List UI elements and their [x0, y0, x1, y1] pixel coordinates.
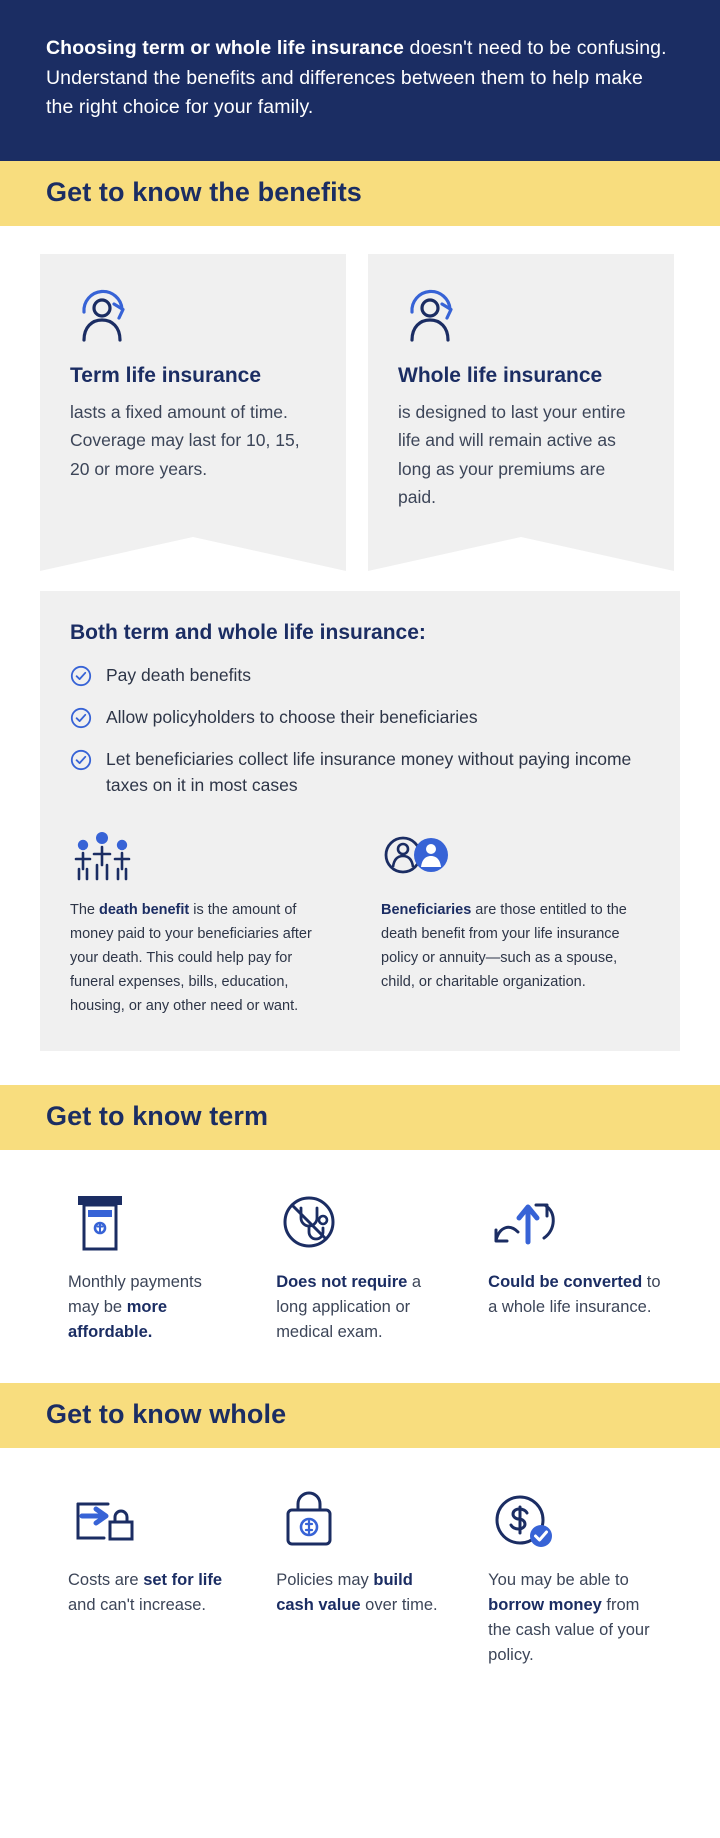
- both-item-text: Pay death benefits: [106, 665, 251, 686]
- card-notch: [368, 537, 674, 571]
- term-life-card: [40, 254, 346, 538]
- death-benefit-definition: [70, 829, 339, 1019]
- term-heading: Get to know term: [46, 1100, 269, 1131]
- card-notch: [40, 537, 346, 571]
- check-circle-icon: [70, 665, 92, 687]
- def-lead: death benefit: [99, 901, 190, 918]
- intro-paragraph: [46, 34, 674, 123]
- intro-lead: Choosing term or whole life insurance: [46, 37, 405, 59]
- list-item: [70, 747, 650, 799]
- def-body: are those entitled to the death benefit from your life insurance policy or annuity—such as a spouse, child, or charitable organization.: [381, 901, 627, 990]
- both-types-panel: [40, 591, 680, 1050]
- check-circle-icon: [70, 707, 92, 729]
- point-before: Costs are: [68, 1570, 144, 1589]
- point-after: over time.: [360, 1595, 438, 1614]
- term-card-body: lasts a fixed amount of time. Coverage may last for 10, 15, 20 or more years.: [70, 402, 300, 479]
- point-bold: Could be converted: [488, 1272, 643, 1291]
- whole-point-3: [472, 1482, 680, 1668]
- point-bold: build cash value: [276, 1570, 413, 1614]
- whole-heading: Get to know whole: [46, 1398, 287, 1429]
- list-item: [70, 663, 650, 689]
- death-benefit-text: [70, 899, 339, 1019]
- point-after: to a whole life insurance.: [488, 1272, 661, 1316]
- both-panel-title: Both term and whole life insurance:: [70, 621, 426, 645]
- person-clock-arrow-icon: [398, 282, 644, 344]
- intro-band: [0, 0, 720, 161]
- beneficiaries-definition: [381, 829, 650, 1019]
- whole-life-card: [368, 254, 674, 538]
- intro-rest: doesn't need to be confusing. Understand the benefits and differences between them to help make the right choice for your family.: [46, 37, 667, 119]
- section-header-benefits: [0, 161, 720, 226]
- both-item-text: Let beneficiaries collect life insurance money without paying income taxes on it in most cases: [106, 749, 632, 796]
- point-after: and can't increase.: [68, 1595, 206, 1614]
- point-before: Policies may: [276, 1570, 374, 1589]
- whole-point-2: [256, 1482, 464, 1668]
- list-item: [70, 705, 650, 731]
- section-header-term: [0, 1085, 720, 1150]
- term-point-3: [472, 1184, 680, 1345]
- whole-point-1: [40, 1482, 248, 1668]
- money-bag-icon: [276, 1482, 450, 1554]
- whole-point-1-text: [68, 1568, 234, 1618]
- point-bold: set for life: [143, 1570, 223, 1589]
- whole-card-body: is designed to last your entire life and will remain active as long as your premiums are paid.: [398, 402, 626, 508]
- point-after: a long application or medical exam.: [276, 1272, 422, 1341]
- section-header-whole: [0, 1383, 720, 1448]
- term-point-3-text: [488, 1270, 666, 1320]
- check-circle-icon: [70, 749, 92, 771]
- family-group-icon: [70, 829, 339, 885]
- person-clock-arrow-icon: [70, 282, 316, 344]
- whole-point-3-text: [488, 1568, 666, 1668]
- lock-arrow-icon: [68, 1482, 234, 1554]
- beneficiaries-text: [381, 899, 650, 995]
- def-body: is the amount of money paid to your beneficiaries after your death. This could help pay for funeral expenses, bills, education, housing, or any other need or want.: [70, 901, 312, 1014]
- point-bold: Does not require: [276, 1272, 408, 1291]
- whole-point-2-text: [276, 1568, 450, 1618]
- def-lead: Beneficiaries: [381, 901, 472, 918]
- term-card-title: Term life insurance: [70, 363, 262, 387]
- definitions-row: [70, 829, 650, 1019]
- point-before: Monthly payments may be: [68, 1272, 202, 1316]
- point-bold: more affordable.: [68, 1297, 168, 1341]
- stethoscope-no-icon: [276, 1184, 450, 1256]
- dollar-check-icon: [488, 1482, 666, 1554]
- two-people-circle-icon: [381, 829, 650, 885]
- whole-points-row: [0, 1448, 720, 1706]
- term-point-1: [40, 1184, 248, 1345]
- term-point-2: [256, 1184, 464, 1345]
- def-lead-before: The: [70, 901, 100, 918]
- point-bold: borrow money: [488, 1595, 602, 1614]
- insurance-type-cards: [40, 226, 680, 538]
- term-point-1-text: [68, 1270, 234, 1345]
- point-after: from the cash value of your policy.: [488, 1595, 650, 1665]
- both-item-text: Allow policyholders to choose their beneficiaries: [106, 707, 478, 728]
- term-points-row: [0, 1150, 720, 1383]
- convert-arrows-icon: [488, 1184, 666, 1256]
- atm-cash-icon: [68, 1184, 234, 1256]
- benefits-heading: Get to know the benefits: [46, 176, 362, 207]
- term-point-2-text: [276, 1270, 450, 1345]
- point-before: You may be able to: [488, 1570, 629, 1589]
- benefits-content: [0, 226, 720, 1051]
- whole-card-title: Whole life insurance: [398, 363, 603, 387]
